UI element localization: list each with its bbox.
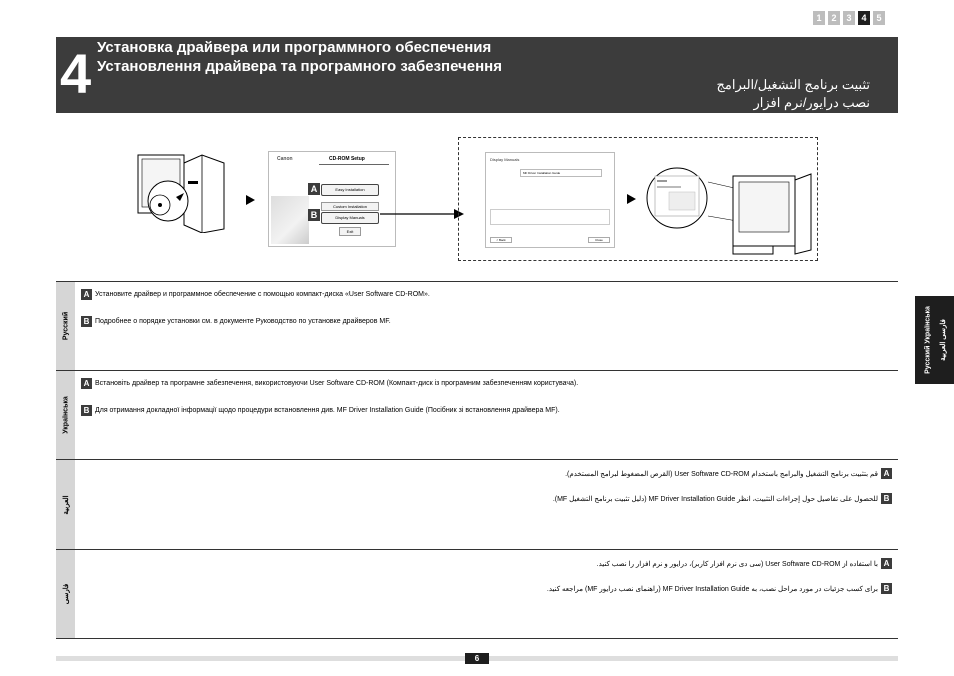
mark-a: A	[81, 378, 92, 389]
page-tab-2[interactable]: 2	[828, 11, 840, 25]
divider	[319, 164, 389, 165]
cd-setup-title: CD-ROM Setup	[329, 156, 365, 162]
side-index-line-1: Русский Українська	[924, 306, 932, 374]
step-b-russian	[81, 316, 391, 327]
step-a-text: Встановіть драйвер та програмне забезпечення, використовуючи User Software CD-ROM (Компакт-диск із програмним забезпеченням користувача).	[95, 380, 579, 387]
mark-b: B	[881, 493, 892, 504]
title-arabic: تثبيت برنامج التشغيل/البرامج	[716, 77, 870, 92]
manuals-note	[490, 209, 610, 225]
back-button[interactable]: < Back	[490, 237, 512, 243]
language-index-tab[interactable]	[915, 296, 954, 384]
step-b-text: Подробнее о порядке установки см. в документе Руководство по установке драйверов MF.	[95, 318, 391, 325]
easy-installation-button[interactable]: Easy Installation	[321, 184, 379, 196]
step-a-russian	[81, 289, 430, 300]
mark-a: A	[881, 558, 892, 569]
installation-illustration	[120, 125, 840, 265]
step-a-ukrainian	[81, 378, 578, 389]
language-tab-farsi	[56, 550, 75, 638]
canon-logo: Canon	[277, 156, 293, 162]
step-b-text: برای کسب جزئیات در مورد مراحل نصب، به MF Driver Installation Guide (راهنمای نصب درایور MF) مراجعه کنید.	[546, 585, 878, 593]
section-header	[56, 37, 898, 113]
mf-driver-guide-link[interactable]: MF Driver Installation Guide	[520, 169, 602, 177]
section-arabic	[56, 459, 898, 549]
product-photo	[271, 196, 309, 244]
title-ukrainian: Установлення драйвера та програмного забезпечення	[97, 58, 502, 75]
manuals-window-title: Display Manuals	[490, 157, 520, 162]
language-label: Русский	[62, 311, 69, 341]
mark-b: B	[81, 316, 92, 327]
manuals-dialog-panel	[458, 137, 818, 261]
display-manuals-button[interactable]: Display Manuals	[321, 212, 379, 224]
page-tab-1[interactable]: 1	[813, 11, 825, 25]
language-label: العربية	[62, 494, 70, 515]
step-b-text: Для отримання докладної інформації щодо процедури встановлення див. MF Driver Installation Guide (Посібник зі встановлення драйвера MF).	[95, 407, 560, 414]
step-b-text: للحصول على تفاصيل حول إجراءات التثبيت، انظر MF Driver Installation Guide (دليل تثبيت برنامج التشغيل MF).	[552, 495, 878, 503]
section-russian	[56, 281, 898, 370]
step-b-arabic	[553, 493, 892, 504]
step-number: 4	[60, 42, 92, 105]
cd-rom-setup-screen	[268, 151, 396, 247]
mark-b: B	[881, 583, 892, 594]
step-b-farsi	[547, 583, 892, 594]
section-ukrainian	[56, 370, 898, 459]
step-a-farsi	[597, 558, 892, 569]
arrow-right-icon	[627, 194, 636, 204]
step-a-text: قم بتثبيت برنامج التشغيل والبرامج باستخدام User Software CD-ROM (القرص المضغوط لبرامج المستخدم).	[565, 470, 878, 478]
label-a: A	[308, 183, 320, 195]
language-tab-arabic	[56, 460, 75, 549]
language-tab-ukrainian	[56, 371, 75, 459]
page-tabs	[813, 11, 885, 25]
language-tab-russian	[56, 282, 75, 370]
step-b-ukrainian	[81, 405, 560, 416]
mark-b: B	[81, 405, 92, 416]
page-tab-4[interactable]: 4	[858, 11, 870, 25]
title-russian: Установка драйвера или программного обеспечения	[97, 39, 492, 56]
section-farsi	[56, 549, 898, 639]
side-index-line-2: فارسی العربية	[940, 319, 947, 361]
display-manuals-window	[485, 152, 615, 248]
exit-button[interactable]: Exit	[339, 227, 361, 236]
step-a-text: با استفاده از User Software CD-ROM (سی دی نرم افزار کاربر)، درایور و نرم افزار را نصب کنید.	[596, 560, 878, 568]
step-a-arabic	[565, 468, 892, 479]
page-number: 6	[465, 653, 489, 664]
arrow-right-icon	[246, 195, 255, 205]
arrow-to-manuals-icon	[380, 209, 464, 219]
custom-installation-button[interactable]: Custom Installation	[321, 202, 379, 211]
page-tab-3[interactable]: 3	[843, 11, 855, 25]
mark-a: A	[81, 289, 92, 300]
language-label: فارسی	[62, 583, 70, 605]
label-b: B	[308, 209, 320, 221]
computer-with-manual-icon	[643, 162, 813, 262]
mark-a: A	[881, 468, 892, 479]
language-label: Українська	[62, 396, 69, 434]
title-farsi: نصب درايور/نرم افزار	[753, 95, 870, 110]
step-a-text: Установите драйвер и программное обеспечение с помощью компакт-диска «User Software CD-ROM».	[95, 291, 430, 298]
computer-with-cd-icon	[130, 153, 225, 233]
page-tab-5[interactable]: 5	[873, 11, 885, 25]
close-button[interactable]: Close	[588, 237, 610, 243]
